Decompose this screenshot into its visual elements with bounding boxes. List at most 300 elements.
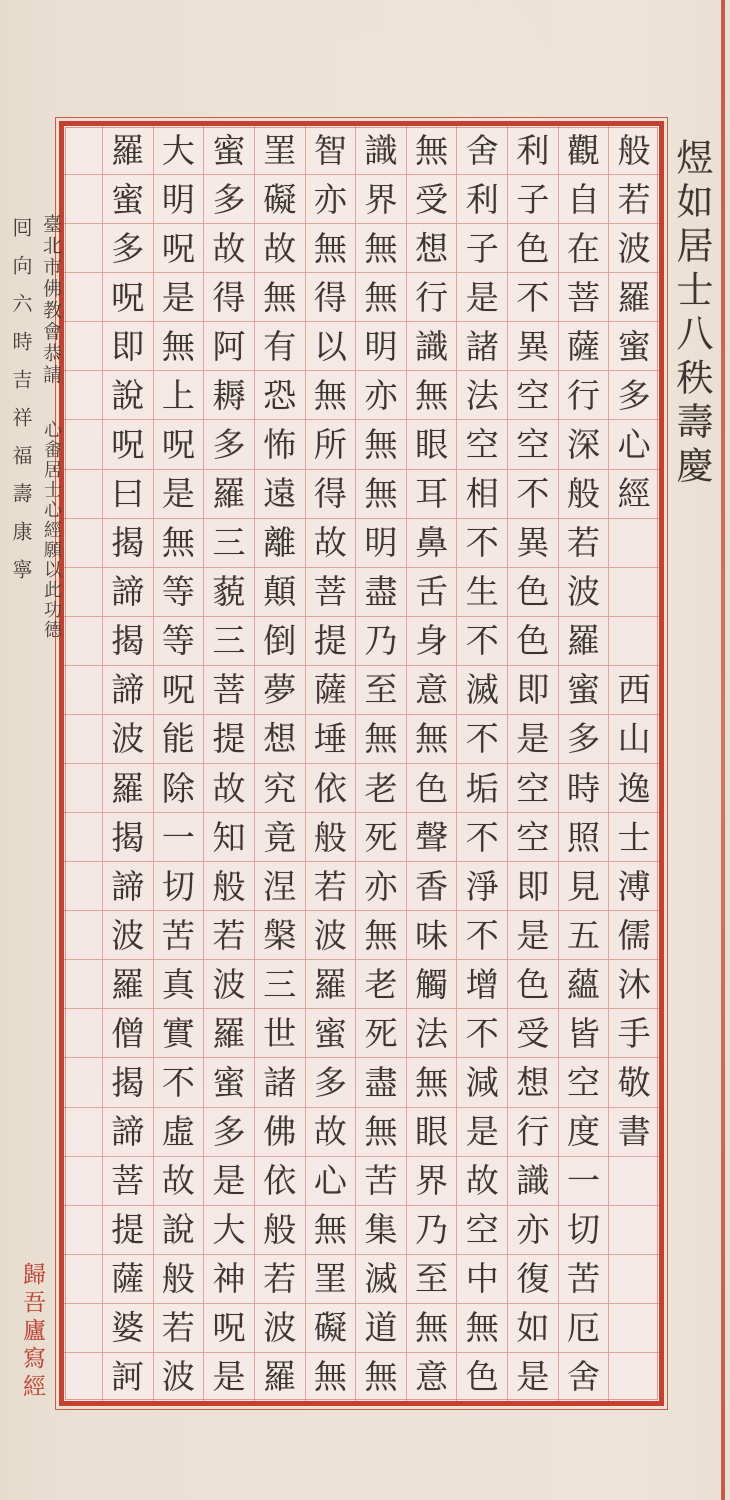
grid-cell: 能	[154, 714, 204, 763]
right-margin-line	[721, 0, 725, 1500]
grid-cell: 無	[154, 321, 204, 370]
grid-cell: 中	[457, 1254, 507, 1303]
grid-cell: 深	[559, 419, 609, 468]
grid-cell: 諦	[103, 861, 153, 910]
grid-cell: 罣	[263, 130, 297, 170]
grid-cell: 阿	[204, 321, 254, 370]
grid-cell: 羅	[103, 763, 153, 812]
grid-cell: 乃	[407, 1205, 457, 1254]
grid-cell: 若	[559, 518, 609, 567]
sutra-column-5	[355, 126, 406, 1401]
sutra-column-4	[406, 126, 457, 1401]
grid-cell: 蜜	[609, 321, 659, 370]
grid-cell: 異	[508, 321, 558, 370]
grid-cell: 香	[407, 861, 457, 910]
grid-cell: 恐	[255, 370, 305, 419]
grid-cell	[64, 1352, 102, 1401]
grid-cell	[64, 321, 102, 370]
dedication-title: 煜如居士八秩壽慶	[670, 138, 713, 490]
grid-cell: 竟	[255, 812, 305, 861]
grid-cell: 顛	[255, 567, 305, 616]
grid-cell	[609, 518, 659, 567]
grid-cell	[64, 1156, 102, 1205]
grid-cell: 波	[559, 567, 609, 616]
grid-cell: 無	[154, 518, 204, 567]
grid-cell: 想	[255, 714, 305, 763]
sutra-column-7	[254, 126, 305, 1401]
grid-cell: 至	[407, 1254, 457, 1303]
grid-cell: 提	[204, 714, 254, 763]
grid-cell	[64, 763, 102, 812]
grid-cell: 一	[559, 1156, 609, 1205]
grid-cell: 得	[306, 272, 356, 321]
grid-cell: 是	[508, 714, 558, 763]
grid-cell: 薩	[306, 665, 356, 714]
grid-cell: 色	[407, 763, 457, 812]
grid-cell: 實	[154, 1008, 204, 1057]
grid-cell: 明	[356, 321, 406, 370]
grid-cell: 無	[407, 714, 457, 763]
grid-cell: 界	[407, 1156, 457, 1205]
grid-cell: 滅	[356, 1254, 406, 1303]
grid-cell: 明	[154, 174, 204, 223]
grid-cell: 盡	[356, 567, 406, 616]
grid-cell: 是	[204, 1352, 254, 1401]
grid-cell: 智	[313, 130, 347, 170]
grid-cell: 僧	[103, 1008, 153, 1057]
grid-cell: 是	[508, 1352, 558, 1401]
grid-cell: 三	[204, 518, 254, 567]
grid-cell: 空	[508, 370, 558, 419]
grid-cell: 羅	[204, 1008, 254, 1057]
grid-cell: 是	[457, 1107, 507, 1156]
grid-cell: 老	[356, 763, 406, 812]
grid-cell: 西	[609, 665, 659, 714]
grid-cell: 罣	[306, 1254, 356, 1303]
grid-cell: 槃	[255, 910, 305, 959]
grid-cell: 是	[457, 272, 507, 321]
grid-cell: 多	[306, 1057, 356, 1106]
grid-cell: 無	[356, 1352, 406, 1401]
grid-cell: 切	[154, 861, 204, 910]
grid-cell: 蜜	[103, 174, 153, 223]
grid-cell: 亦	[508, 1205, 558, 1254]
grid-cell: 羅	[111, 130, 145, 170]
grid-cell: 盡	[356, 1057, 406, 1106]
grid-cell: 是	[154, 272, 204, 321]
grid-cell: 呪	[154, 419, 204, 468]
grid-cell: 波	[609, 223, 659, 272]
grid-cell: 逸	[609, 763, 659, 812]
grid-cell: 般	[559, 469, 609, 518]
grid-cell: 故	[306, 518, 356, 567]
grid-cell	[64, 126, 102, 174]
grid-cell: 依	[255, 1156, 305, 1205]
grid-cell: 揭	[103, 1057, 153, 1106]
grid-cell: 無	[407, 1303, 457, 1352]
grid-cell: 無	[356, 223, 406, 272]
grid-cell	[609, 1254, 659, 1303]
grid-cell: 提	[306, 616, 356, 665]
grid-cell: 不	[457, 910, 507, 959]
grid-cell: 亦	[306, 174, 356, 223]
grid-cell: 呪	[103, 419, 153, 468]
grid-cell: 利	[516, 130, 550, 170]
grid-cell: 蜜	[204, 1057, 254, 1106]
grid-cell: 無	[407, 1057, 457, 1106]
grid-cell: 受	[407, 174, 457, 223]
grid-cell: 想	[508, 1057, 558, 1106]
grid-cell: 生	[457, 567, 507, 616]
grid-cell: 不	[457, 812, 507, 861]
grid-cell: 沐	[609, 959, 659, 1008]
grid-cell	[64, 812, 102, 861]
grid-cell: 神	[204, 1254, 254, 1303]
inscription-vow: 心畬居士心經願以此功德	[41, 420, 62, 640]
grid-cell: 不	[457, 714, 507, 763]
sutra-column-1	[558, 126, 609, 1401]
grid-cell: 蜜	[306, 1008, 356, 1057]
grid-cell: 五	[559, 910, 609, 959]
grid-cell: 夢	[255, 665, 305, 714]
sutra-column-6	[305, 126, 356, 1401]
grid-cell: 復	[508, 1254, 558, 1303]
grid-cell: 厄	[559, 1303, 609, 1352]
grid-cell: 有	[255, 321, 305, 370]
grid-cell: 多	[559, 714, 609, 763]
grid-cell: 多	[609, 370, 659, 419]
grid-cell: 多	[103, 223, 153, 272]
grid-cell: 是	[508, 910, 558, 959]
grid-cell: 所	[306, 419, 356, 468]
grid-cell: 道	[356, 1303, 406, 1352]
grid-cell: 至	[356, 665, 406, 714]
grid-cell: 多	[204, 419, 254, 468]
grid-cell: 無	[306, 1205, 356, 1254]
grid-cell: 味	[407, 910, 457, 959]
grid-cell: 無	[255, 272, 305, 321]
sutra-column-2	[507, 126, 558, 1401]
grid-cell: 見	[559, 861, 609, 910]
grid-cell: 經	[609, 469, 659, 518]
grid-cell	[64, 1254, 102, 1303]
grid-cell	[64, 1303, 102, 1352]
grid-cell: 士	[609, 812, 659, 861]
grid-cell: 訶	[103, 1352, 153, 1401]
grid-cell: 是	[204, 1156, 254, 1205]
grid-cell: 亦	[356, 370, 406, 419]
grid-cell: 菩	[204, 665, 254, 714]
grid-cell: 空	[508, 763, 558, 812]
grid-cell: 怖	[255, 419, 305, 468]
grid-cell: 波	[103, 714, 153, 763]
grid-cell: 垢	[457, 763, 507, 812]
grid-cell: 等	[154, 567, 204, 616]
grid-cell: 一	[154, 812, 204, 861]
grid-cell: 異	[508, 518, 558, 567]
studio-inscription: 歸吾廬寫經	[19, 1262, 45, 1402]
grid-cell: 說	[103, 370, 153, 419]
grid-cell: 羅	[255, 1352, 305, 1401]
inscription-merit-dedication: 囘向六時吉祥福壽康寧	[9, 217, 33, 597]
grid-cell	[609, 567, 659, 616]
grid-cell: 皆	[559, 1008, 609, 1057]
grid-cell: 以	[306, 321, 356, 370]
grid-cell	[64, 567, 102, 616]
grid-cell: 身	[407, 616, 457, 665]
grid-cell: 無	[306, 370, 356, 419]
grid-cell	[64, 616, 102, 665]
grid-cell: 舌	[407, 567, 457, 616]
grid-cell	[609, 1156, 659, 1205]
grid-cell: 不	[508, 469, 558, 518]
grid-cell: 儒	[609, 910, 659, 959]
grid-cell: 手	[609, 1008, 659, 1057]
grid-cell: 無	[306, 1352, 356, 1401]
grid-cell: 故	[457, 1156, 507, 1205]
grid-cell: 呪	[154, 223, 204, 272]
title-column	[608, 126, 659, 1401]
grid-cell: 自	[559, 174, 609, 223]
grid-cell: 除	[154, 763, 204, 812]
grid-cell: 無	[306, 223, 356, 272]
grid-cell	[609, 1303, 659, 1352]
grid-cell: 子	[457, 223, 507, 272]
grid-cell: 耳	[407, 469, 457, 518]
grid-cell: 淨	[457, 861, 507, 910]
grid-cell: 色	[508, 223, 558, 272]
grid-cell: 羅	[609, 272, 659, 321]
grid-cell: 子	[508, 174, 558, 223]
grid-cell: 羅	[306, 959, 356, 1008]
grid-cell: 般	[617, 130, 651, 170]
grid-cell: 界	[356, 174, 406, 223]
grid-cell: 波	[154, 1352, 204, 1401]
grid-cell: 老	[356, 959, 406, 1008]
grid-cell: 蜜	[212, 130, 246, 170]
grid-cell: 遠	[255, 469, 305, 518]
grid-cell: 色	[508, 616, 558, 665]
grid-cell: 無	[356, 272, 406, 321]
grid-cell: 利	[457, 174, 507, 223]
grid-cell: 菩	[103, 1156, 153, 1205]
grid-cell: 書	[609, 1107, 659, 1156]
grid-cell: 無	[356, 714, 406, 763]
grid-cell: 大	[204, 1205, 254, 1254]
grid-cell: 藐	[204, 567, 254, 616]
grid-cell	[64, 861, 102, 910]
grid-cell	[64, 370, 102, 419]
grid-columns	[64, 126, 659, 1401]
grid-cell: 諸	[457, 321, 507, 370]
grid-cell: 不	[457, 1008, 507, 1057]
grid-cell: 滅	[457, 665, 507, 714]
grid-cell: 苦	[154, 910, 204, 959]
grid-cell: 空	[559, 1057, 609, 1106]
grid-cell: 色	[508, 567, 558, 616]
grid-cell	[64, 665, 102, 714]
grid-cell: 想	[407, 223, 457, 272]
grid-cell: 羅	[559, 616, 609, 665]
grid-cell: 空	[508, 419, 558, 468]
grid-cell: 死	[356, 1008, 406, 1057]
grid-cell: 諦	[103, 665, 153, 714]
grid-cell: 即	[103, 321, 153, 370]
grid-cell: 等	[154, 616, 204, 665]
grid-cell: 無	[457, 1303, 507, 1352]
grid-cell: 無	[407, 370, 457, 419]
grid-cell: 呪	[204, 1303, 254, 1352]
grid-cell: 識	[364, 130, 398, 170]
grid-cell: 觀	[567, 130, 601, 170]
grid-cell: 不	[154, 1057, 204, 1106]
grid-cell: 曰	[103, 469, 153, 518]
grid-cell: 蜜	[559, 665, 609, 714]
grid-cell: 空	[457, 419, 507, 468]
grid-cell: 集	[356, 1205, 406, 1254]
grid-cell: 意	[407, 665, 457, 714]
grid-cell: 行	[407, 272, 457, 321]
grid-cell: 如	[508, 1303, 558, 1352]
grid-cell: 時	[559, 763, 609, 812]
grid-cell: 多	[204, 1107, 254, 1156]
grid-cell: 倒	[255, 616, 305, 665]
sutra-column-3	[456, 126, 507, 1401]
grid-cell	[64, 714, 102, 763]
grid-cell: 相	[457, 469, 507, 518]
grid-cell: 波	[255, 1303, 305, 1352]
grid-cell: 受	[508, 1008, 558, 1057]
grid-cell: 無	[356, 1107, 406, 1156]
grid-cell: 蘊	[559, 959, 609, 1008]
grid-cell: 識	[407, 321, 457, 370]
grid-cell: 色	[508, 959, 558, 1008]
grid-cell: 真	[154, 959, 204, 1008]
grid-cell: 度	[559, 1107, 609, 1156]
grid-cell: 揭	[103, 518, 153, 567]
grid-cell: 聲	[407, 812, 457, 861]
grid-cell: 空	[508, 812, 558, 861]
grid-cell	[609, 1205, 659, 1254]
grid-cell	[609, 616, 659, 665]
grid-cell: 說	[154, 1205, 204, 1254]
grid-cell: 死	[356, 812, 406, 861]
grid-cell: 故	[204, 223, 254, 272]
grid-cell: 增	[457, 959, 507, 1008]
grid-cell: 揭	[103, 812, 153, 861]
grid-cell: 礙	[255, 174, 305, 223]
grid-cell: 大	[161, 130, 195, 170]
grid-cell: 諸	[255, 1057, 305, 1106]
grid-cell: 三	[255, 959, 305, 1008]
grid-cell: 明	[356, 518, 406, 567]
grid-cell: 無	[356, 469, 406, 518]
grid-cell: 羅	[204, 469, 254, 518]
grid-cell: 離	[255, 518, 305, 567]
grid-cell: 般	[204, 861, 254, 910]
grid-cell: 若	[255, 1254, 305, 1303]
grid-cell: 無	[356, 910, 406, 959]
grid-cell: 得	[306, 469, 356, 518]
grid-cell	[64, 1057, 102, 1106]
grid-cell: 敬	[609, 1057, 659, 1106]
grid-cell: 不	[457, 518, 507, 567]
grid-cell: 在	[559, 223, 609, 272]
grid-cell: 故	[255, 223, 305, 272]
grid-cell: 乃	[356, 616, 406, 665]
grid-cell: 耨	[204, 370, 254, 419]
grid-cell: 眼	[407, 1107, 457, 1156]
grid-cell: 行	[559, 370, 609, 419]
grid-cell: 若	[609, 174, 659, 223]
grid-cell: 虛	[154, 1107, 204, 1156]
grid-cell: 即	[508, 665, 558, 714]
grid-cell: 三	[204, 616, 254, 665]
grid-cell: 意	[407, 1352, 457, 1401]
grid-cell: 切	[559, 1205, 609, 1254]
sutra-grid	[59, 121, 664, 1406]
grid-cell	[64, 1205, 102, 1254]
grid-cell: 是	[154, 469, 204, 518]
grid-cell: 波	[103, 910, 153, 959]
grid-cell: 知	[204, 812, 254, 861]
sutra-column-10	[102, 126, 153, 1401]
grid-cell: 佛	[255, 1107, 305, 1156]
grid-cell: 故	[306, 1107, 356, 1156]
grid-cell	[64, 518, 102, 567]
grid-cell: 若	[204, 910, 254, 959]
inscription-requester: 臺北市佛教會恭請	[40, 214, 62, 386]
grid-cell: 波	[204, 959, 254, 1008]
grid-cell	[64, 910, 102, 959]
grid-cell: 依	[306, 763, 356, 812]
grid-cell: 世	[255, 1008, 305, 1057]
grid-cell: 呪	[103, 272, 153, 321]
grid-cell: 舍	[465, 130, 499, 170]
grid-cell: 故	[154, 1156, 204, 1205]
grid-cell: 照	[559, 812, 609, 861]
grid-cell: 涅	[255, 861, 305, 910]
grid-cell: 觸	[407, 959, 457, 1008]
grid-cell: 般	[255, 1205, 305, 1254]
grid-cell: 薩	[103, 1254, 153, 1303]
grid-cell: 行	[508, 1107, 558, 1156]
grid-cell: 埵	[306, 714, 356, 763]
grid-cell	[609, 1352, 659, 1401]
grid-cell	[64, 223, 102, 272]
grid-cell: 若	[306, 861, 356, 910]
grid-cell	[64, 1008, 102, 1057]
grid-cell: 心	[609, 419, 659, 468]
grid-cell: 得	[204, 272, 254, 321]
grid-cell: 菩	[306, 567, 356, 616]
grid-cell: 揭	[103, 616, 153, 665]
grid-cell	[64, 959, 102, 1008]
grid-cell: 般	[154, 1254, 204, 1303]
grid-cell: 諦	[103, 1107, 153, 1156]
grid-cell: 不	[457, 616, 507, 665]
grid-cell: 薩	[559, 321, 609, 370]
left-inscription	[39, 214, 65, 640]
grid-cell: 無	[415, 130, 449, 170]
grid-cell	[64, 174, 102, 223]
grid-cell: 羅	[103, 959, 153, 1008]
sutra-column-8	[203, 126, 254, 1401]
grid-cell: 即	[508, 861, 558, 910]
grid-cell	[64, 419, 102, 468]
grid-cell: 波	[306, 910, 356, 959]
grid-cell: 苦	[356, 1156, 406, 1205]
